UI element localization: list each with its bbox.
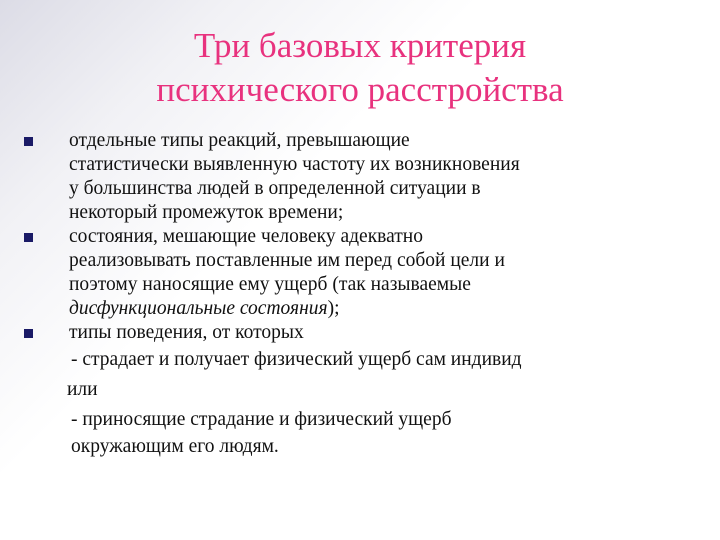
sub-item-line: окружающим его людям. bbox=[71, 436, 279, 457]
item-text-line: отдельные типы реакций, превышающие bbox=[69, 130, 410, 151]
item-text-line: статистически выявленную частоту их возникновения bbox=[69, 154, 520, 175]
criteria-list bbox=[22, 129, 702, 459]
italic-term: дисфункциональные состояния bbox=[69, 298, 328, 319]
item-text-line: у большинства людей в определенной ситуации в bbox=[69, 178, 481, 199]
item-text-tail: ); bbox=[327, 298, 340, 319]
item-text-line bbox=[69, 297, 702, 321]
title-line-1: Три базовых критерия bbox=[193, 26, 527, 65]
square-bullet-icon bbox=[24, 137, 33, 146]
slide-title bbox=[60, 24, 660, 112]
item-text-line: состояния, мешающие человеку адекватно bbox=[69, 226, 423, 247]
sub-item-line: или bbox=[67, 379, 98, 400]
square-bullet-icon bbox=[24, 233, 33, 242]
list-item bbox=[22, 129, 702, 225]
list-item bbox=[22, 321, 702, 459]
item-text-line: реализовывать поставленные им перед собой цели и bbox=[69, 250, 505, 271]
sub-item-line: - приносящие страдание и физический ущерб bbox=[71, 409, 452, 430]
item-text-line: типы поведения, от которых bbox=[69, 322, 304, 343]
item-text-line: поэтому наносящие ему ущерб (так называемые bbox=[69, 274, 471, 295]
square-bullet-icon bbox=[24, 329, 33, 338]
sub-item-line: - страдает и получает физический ущерб сам индивид bbox=[71, 349, 522, 370]
item-text-line: некоторый промежуток времени; bbox=[69, 202, 344, 223]
title-line-2: психического расстройства bbox=[156, 70, 564, 109]
list-item bbox=[22, 225, 702, 321]
